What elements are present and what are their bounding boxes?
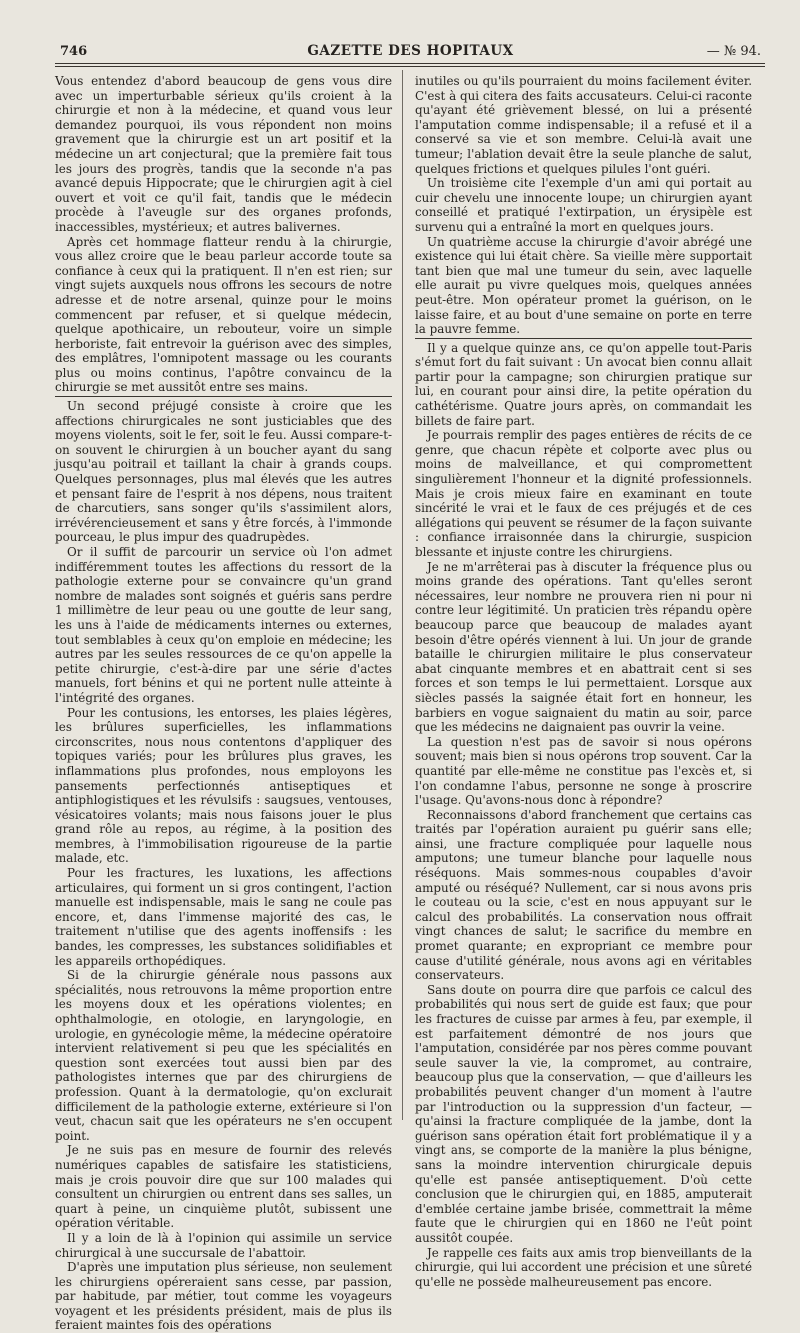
journal-title: GAZETTE DES HOPITAUX xyxy=(307,43,514,59)
paragraph: Il y a loin de là à l'opinion qui assimile un service chirurgical à une succursale de l'abattoir. xyxy=(55,1230,392,1260)
paragraph: Je rappelle ces faits aux amis trop bienveillants de la chirurgie, qui lui accordent une précision et une sûreté qu'elle ne possède malheureusement pas encore. xyxy=(415,1245,752,1289)
paragraph: Je pourrais remplir des pages entières de récits de ce genre, que chacun répète et colporte avec plus ou moins de malveillance, et qui compromettent singulièrement l'honneur et la dignité professionnels. Mais je crois mieux faire en examinant en toute sincérité le vrai et le faux de ces préjugés et de ces allégations qui peuvent se résumer de la façon suivante : confiance irraisonnée dans la chirurgie, suspicion blessante et injuste contre les chirurgiens. xyxy=(415,428,752,559)
paragraph: inutiles ou qu'ils pourraient du moins facilement éviter. C'est à qui citera des faits accusateurs. Celui-ci raconte qu'ayant été grièvement blessé, on lui a présenté l'amputation comme indispensable; il a refusé et il a conservé sa vie et son membre. Celui-là avait une tumeur; l'ablation devait être la seule planche de salut, quelques frictions et quelques pilules l'ont guéri. xyxy=(415,74,752,176)
paragraph: Après cet hommage flatteur rendu à la chirurgie, vous allez croire que le beau parleur accorde toute sa confiance à ceux qui la pratiquent. Il n'en est rien; sur vingt sujets auxquels nous offrons les secours de notre adresse et de notre arsenal, quinze pour le moins commencent par refuser, et si quelque médecin, quelque apothicaire, un rebouteur, voire un simple herboriste, fait entrevoir la guérison avec des simples, des emplâtres, l'omnipotent massage ou les courants plus ou moins continus, l'apôtre convaincu de la chirurgie se met aussitôt entre ses mains. xyxy=(55,235,392,398)
page-number: 746 xyxy=(60,44,88,59)
paragraph: Un second préjugé consiste à croire que les affections chirurgicales ne sont justiciables que des moyens violents, soit le fer, soit le feu. Aussi compare-t-on souvent le chirurgien à un boucher ayant du sang jusqu'au poitrail et taillant la chair à grands coups. Quelques personnages, plus mal élevés que les autres et pensant faire de l'esprit à nos dépens, nous traitent de charcutiers, sans songer qu'ils s'assimilent alors, irrévérencieusement et sans y être forcés, à l'immonde pourceau, le plus impur des quadrupèdes. xyxy=(55,399,392,545)
paragraph: Il y a quelque quinze ans, ce qu'on appelle tout-Paris s'émut fort du fait suivant : Un avocat bien connu allait partir pour la campagne; son chirurgien pratique sur lui, en courant pour ainsi dire, la petite opération du cathétérisme. Quatre jours après, on commandait les billets de faire part. xyxy=(415,340,752,428)
header-rule-bottom xyxy=(55,66,765,67)
paragraph: Un quatrième accuse la chirurgie d'avoir abrégé une existence qui lui était chère. Sa vieille mère supportait tant bien que mal une tumeur du sein, avec laquelle elle aurait pu vivre quelques mois, quelques années peut-être. Mon opérateur promet la guérison, on le laisse faire, et au bout d'une semaine on porte en terre la pauvre femme. xyxy=(415,235,752,339)
paragraph: Je ne suis pas en mesure de fournir des relevés numériques capables de satisfaire les statisticiens, mais je crois pouvoir dire que sur 100 malades qui consultent un chirurgien ou entrent dans ses salles, un quart à peine, un cinquième plutôt, subissent une opération véritable. xyxy=(55,1143,392,1231)
issue-number: — № 94. xyxy=(706,44,761,59)
paragraph: Reconnaissons d'abord franchement que certains cas traités par l'opération auraient pu guérir sans elle; ainsi, une fracture compliquée pour laquelle nous amputons; une tumeur blanche pour laquelle nous réséquons. Mais sommes-nous coupables d'avoir amputé ou réséqué? Nullement, car si nous avons pris le couteau ou la scie, c'est en nous appuyant sur le calcul des probabilités. La conservation nous offrait vingt chances de salut; le sacrifice du membre en promet quarante; en expropriant ce membre pour cause d'utilité générale, nous avons agi en véritables conservateurs. xyxy=(415,807,752,983)
page-header xyxy=(58,40,763,62)
paragraph: Or il suffit de parcourir un service où l'on admet indifféremment toutes les affections du ressort de la pathologie externe pour se convaincre qu'un grand nombre de malades sont soignés et guéris sans perdre 1 millimètre de leur peau ou une goutte de leur sang, les uns à l'aide de médicaments internes ou externes, tout semblables à ceux qu'on emploie en médecine; les autres par les seules ressources de ce qu'on appelle la petite chirurgie, c'est-à-dire par une série d'actes manuels, fort bénins et qui ne portent nulle atteinte à l'intégrité des organes. xyxy=(55,545,392,705)
paragraph: Sans doute on pourra dire que parfois ce calcul des probabilités qui nous sert de guide est faux; que pour les fractures de cuisse par armes à feu, par exemple, il est parfaitement démontré de nos jours que l'amputation, considérée par nos pères comme pouvant seule sauver la vie, la compromet, au contraire, beaucoup plus que la conservation, — que d'ailleurs les probabilités peuvent changer d'un moment à l'autre par l'introduction ou la suppression d'un facteur, — qu'ainsi la fracture compliquée de la jambe, dont la guérison sans opération était fort problématique il y a vingt ans, se comporte de la manière la plus bénigne, sans la moindre intervention chirurgicale depuis qu'elle est pansée antiseptiquement. D'où cette conclusion que le chirurgien qui, en 1885, amputerait d'emblée certaine jambe brisée, commettrait la même faute que le chirurgien qui en 1860 ne l'eût point aussitôt coupée. xyxy=(415,982,752,1245)
paragraph: Pour les fractures, les luxations, les affections articulaires, qui forment un si gros contingent, l'action manuelle est indispensable, mais le sang ne coule pas encore, et, dans l'immense majorité des cas, le traitement n'utilise que des agents inoffensifs : les bandes, les compresses, les substances solidifiables et les appareils orthopédiques. xyxy=(55,866,392,968)
left-column xyxy=(55,74,392,1333)
header-rule-top xyxy=(55,63,765,64)
right-column xyxy=(415,74,752,1289)
paragraph: Vous entendez d'abord beaucoup de gens vous dire avec un imperturbable sérieux qu'ils croient à la chirurgie et non à la médecine, et quand vous leur demandez pourquoi, ils vous répondent non moins gravement que la chirurgie est un art positif et la médecine un art conjectural; que la première fait tous les jours des progrès, tandis que la seconde n'a pas avancé depuis Hippocrate; que le chirurgien agit à ciel ouvert et voit ce qu'il fait, tandis que le médecin procède à l'aveugle sur des organes profonds, inaccessibles, mystérieux; et autres balivernes. xyxy=(55,74,392,234)
paragraph: D'après une imputation plus sérieuse, non seulement les chirurgiens opéreraient sans cesse, par passion, par habitude, par métier, tout comme les voyageurs voyagent et les présidents président, mais de plus ils feraient maintes fois des opérations xyxy=(55,1260,392,1333)
paragraph: Je ne m'arrêterai pas à discuter la fréquence plus ou moins grande des opérations. Tant qu'elles seront nécessaires, leur nombre ne prouvera rien ni pour ni contre leur légitimité. Un praticien très répandu opère beaucoup parce que beaucoup de malades ayant besoin d'être opérés viennent à lui. Un jour de grande bataille le chirurgien militaire le plus conservateur abat cinquante membres et en abattrait cent si ses forces et son temps le lui permettaient. Lorsque aux siècles passés la saignée était fort en honneur, les barbiers en vogue saignaient du matin au soir, parce que les médecins ne daignaient pas ouvrir la veine. xyxy=(415,559,752,735)
column-divider xyxy=(402,70,403,1120)
paragraph: Un troisième cite l'exemple d'un ami qui portait au cuir chevelu une innocente loupe; un chirurgien ayant conseillé et pratiqué l'extirpation, un érysipèle est survenu qui a entraîné la mort en quelques jours. xyxy=(415,176,752,234)
paragraph: La question n'est pas de savoir si nous opérons souvent; mais bien si nous opérons trop souvent. Car la quantité par elle-même ne constitue pas l'excès et, si l'on condamne l'abus, personne ne songe à proscrire l'usage. Qu'avons-nous donc à répondre? xyxy=(415,734,752,808)
paragraph: Pour les contusions, les entorses, les plaies légères, les brûlures superficielles, les inflammations circonscrites, nous nous contentons d'appliquer des topiques variés; pour les brûlures plus graves, les inflammations plus profondes, nous employons les pansements perfectionnés antiseptiques et antiphlogistiques et les révulsifs : saugsues, ventouses, vésicatoires volants; mais nous faisons jouer le plus grand rôle au repos, au régime, à la position des membres, à l'immobilisation rigoureuse de la partie malade, etc. xyxy=(55,705,392,866)
paragraph: Si de la chirurgie générale nous passons aux spécialités, nous retrouvons la même proportion entre les moyens doux et les opérations violentes; en ophthalmologie, en otologie, en laryngologie, en urologie, en gynécologie même, la médecine opératoire intervient relativement si peu que les spécialités en question sont exercées tout aussi bien par des pathologistes internes que par des chirurgiens de profession. Quant à la dermatologie, qu'on exclurait difficilement de la pathologie externe, extérieure si l'on veut, chacun sait que les opérateurs ne s'en occupent point. xyxy=(55,968,392,1143)
